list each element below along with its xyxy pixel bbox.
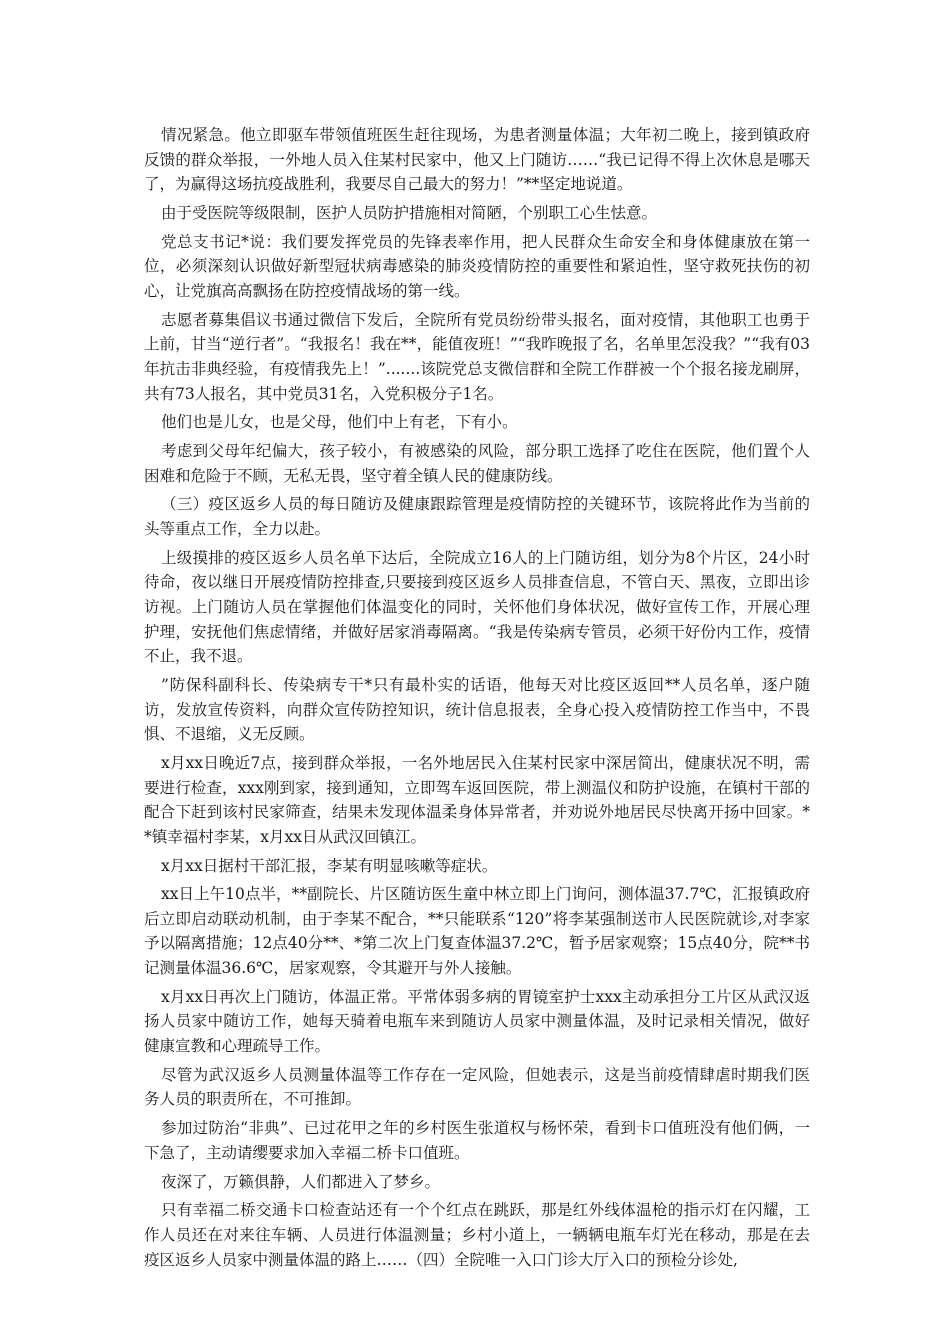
- paragraph-4: 志愿者募集倡议书通过微信下发后，全院所有党员纷纷带头报名，面对疫情，其他职工也勇于上前，甘当“逆行者”。“我报名！我在**，能值夜班！”“我昨晚报了名，名单里怎没我？”“我有03年抗击非典经验，有疫情我先上！”.......该院党总支微信群和全院工作群被一个个报名接龙刷屏，共有73人报名，其中党员31名，入党积极分子1名。: [144, 310, 810, 403]
- paragraph-6: 考虑到父母年纪偏大，孩子较小，有被感染的风险，部分职工选择了吃住在医院，他们置个人困难和危险于不顾，无私无畏，坚守着全镇人民的健康防线。: [144, 442, 810, 485]
- paragraph-3: 党总支书记*说：我们要发挥党员的先锋表率作用，把人民群众生命安全和身体健康放在第一位，必须深刻认识做好新型冠状病毒感染的肺炎疫情防控的重要性和紧迫性，坚守救死扶伤的初心，让党旗高高飘扬在防控疫情战场的第一线。: [144, 232, 810, 300]
- paragraph-13: x月xx日再次上门随访，体温正常。平常体弱多病的胃镜室护士xxx主动承担分工片区从武汉返扬人员家中随访工作，她每天骑着电瓶车来到随访人员家中测量体温，及时记录相关情况，做好健康宣教和心理疏导工作。: [144, 987, 810, 1056]
- paragraph-17: 只有幸福二桥交通卡口检查站还有一个个红点在跳跃，那是红外线体温枪的指示灯在闪耀，工作人员还在对来往车辆、人员进行体温测量；乡村小道上，一辆辆电瓶车灯光在移动，那是在去疫区返乡人员家中测量体温的路上……（四）全院唯一入口门诊大厅入口的预检分诊处,: [144, 1201, 810, 1269]
- paragraph-1: 情况紧急。他立即驱车带领值班医生赶往现场，为患者测量体温；大年初二晚上，接到镇政府反馈的群众举报，一外地人员入住某村民家中，他又上门随访……“我已记得不得上次休息是哪天了，为赢得这场抗疫战胜利，我要尽自己最大的努力！”**坚定地说道。: [144, 126, 810, 194]
- paragraph-9: ”防保科副科长、传染病专干*只有最朴实的话语，他每天对比疫区返回**人员名单，逐户随访，发放宣传资料，向群众宣传防控知识，统计信息报表，全身心投入疫情防控工作当中，不畏惧、不退缩，义无反顾。: [144, 675, 810, 744]
- paragraph-16: 夜深了，万籁俱静，人们都进入了梦乡。: [161, 1172, 441, 1191]
- paragraph-2: 由于受医院等级限制，医护人员防护措施相对简陋，个别职工心生怯意。: [161, 203, 658, 222]
- paragraph-8: 上级摸排的疫区返乡人员名单下达后，全院成立16人的上门随访组，划分为8个片区，24小时待命，夜以继日开展疫情防控排查,只要接到疫区返乡人员排查信息，不管白天、黑夜，立即出诊访视。上门随访人员在掌握他们体温变化的同时，关怀他们身体状况，做好宣传工作，开展心理护理，安抚他们焦虑情绪，并做好居家消毒隔离。“我是传染病专管员，必须干好份内工作，疫情不止，我不退。: [144, 548, 810, 666]
- paragraph-12: xx日上午10点半，**副院长、片区随访医生童中林立即上门询问，测体温37.7℃，汇报镇政府后立即启动联动机制，由于李某不配合，**只能联系“120”将李某强制送市人民医院就诊,对李家予以隔离措施；12点40分**、*第二次上门复查体温37.2℃，暂予居家观察；15点40分，院**书记测量体温36.6℃，居家观察，令其避开与外人接触。: [144, 885, 810, 978]
- paragraph-7: （三）疫区返乡人员的每日随访及健康跟踪管理是疫情防控的关键环节，该院将此作为当前的头等重点工作，全力以赴。: [144, 495, 810, 539]
- paragraph-15: 参加过防治“非典”、已过花甲之年的乡村医生张道权与杨怀荣，看到卡口值班没有他们俩，一下急了，主动请缨要求加入幸福二桥卡口值班。: [144, 1119, 810, 1162]
- paragraph-5: 他们也是儿女，也是父母，他们中上有老，下有小。: [161, 413, 518, 432]
- paragraph-11: x月xx日据村干部汇报，李某有明显咳嗽等症状。: [161, 856, 498, 875]
- document-body: [144, 123, 810, 1276]
- paragraph-10: x月xx日晚近7点，接到群众举报，一名外地居民入住某村民家中深居简出，健康状况不明，需要进行检查，xxx刚到家，接到通知，立即驾车返回医院，带上测温仪和防护设施，在镇村干部的配合下赶到该村民家筛查，结果未发现体温柔身体异常者，并劝说外地居民尽快离开扬中回家。**镇幸福村李某，x月xx日从武汉回镇江。: [144, 753, 810, 846]
- paragraph-14: 尽管为武汉返乡人员测量体温等工作存在一定风险，但她表示，这是当前疫情肆虐时期我们医务人员的职责所在，不可推卸。: [144, 1065, 810, 1109]
